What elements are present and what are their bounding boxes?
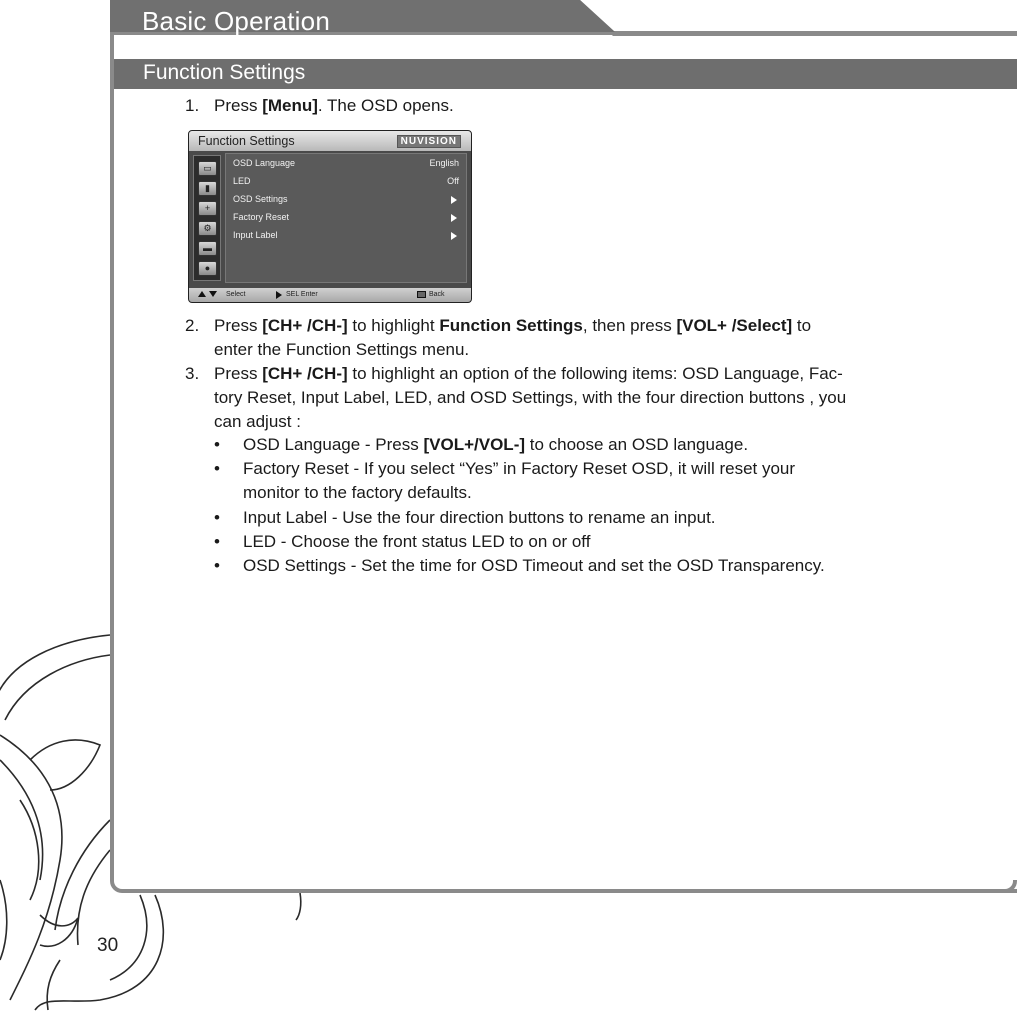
arrow-up-icon: [198, 291, 206, 297]
step-text: Press [CH+ /CH-] to highlight an option of the following items: OSD Language, Fac- tory Reset, Input Label, LED, and OSD Settings, with the four direction buttons , you can adjust :: [214, 364, 847, 431]
page-frame-corner: [950, 880, 1017, 893]
step-text: Press [Menu]. The OSD opens.: [214, 96, 454, 115]
osd-enter-label: SEL Enter: [286, 291, 318, 298]
osd-footer: [189, 288, 471, 302]
step-2: [185, 314, 975, 362]
clock-icon: +: [198, 201, 217, 216]
osd-row-language: OSD Language English: [233, 158, 459, 168]
bullet-input-label: • Input Label - Use the four direction buttons to rename an input.: [214, 508, 716, 527]
gear-icon: ⚙: [198, 221, 217, 236]
back-icon: [417, 291, 426, 298]
chapter-title: Basic Operation: [142, 6, 330, 36]
bullet-factory-reset: • Factory Reset - If you select “Yes” in Factory Reset OSD, it will reset your monitor to the factory defaults.: [214, 459, 796, 502]
chapter-header: [110, 0, 1017, 45]
osd-screenshot: [188, 130, 472, 303]
osd-menu-icons: [193, 155, 221, 281]
bullet-osd-language: • OSD Language - Press [VOL+/VOL-] to choose an OSD language.: [214, 435, 749, 454]
arrow-down-icon: [209, 291, 217, 297]
arrow-right-icon: [451, 232, 457, 240]
step-1: [185, 94, 965, 118]
step-3: [185, 362, 975, 434]
equalizer-icon: ▮: [198, 181, 217, 196]
arrow-right-icon: [451, 196, 457, 204]
arrow-right-icon: [451, 214, 457, 222]
osd-row-factory-reset: Factory Reset: [233, 211, 459, 225]
osd-row-osd-settings: OSD Settings: [233, 193, 459, 207]
tv-icon: ▭: [198, 161, 217, 176]
step-number: 1.: [185, 96, 200, 115]
osd-title: Function Settings: [198, 134, 295, 148]
bullet-osd-settings: • OSD Settings - Set the time for OSD Timeout and set the OSD Transparency.: [214, 556, 825, 575]
osd-back-label: Back: [429, 291, 445, 298]
step-text: Press [CH+ /CH-] to highlight Function Settings, then press [VOL+ /Select] to enter the Function Settings menu.: [214, 316, 812, 359]
step-number: 3.: [185, 364, 200, 383]
osd-row-input-label: Input Label: [233, 229, 459, 243]
section-title: Function Settings: [143, 61, 306, 84]
step-number: 2.: [185, 316, 200, 335]
section-header: [114, 59, 1017, 89]
osd-row-led: LED Off: [233, 176, 459, 186]
osd-title-bar: [189, 131, 471, 151]
arrow-right-icon: [276, 291, 282, 299]
brand-logo: NUVISION: [397, 135, 461, 148]
lock-icon: ▬: [198, 241, 217, 256]
page-number: 30: [97, 935, 119, 956]
bullet-led: • LED - Choose the front status LED to on or off: [214, 532, 591, 551]
osd-menu-panel: [225, 153, 467, 283]
function-icon: ●: [198, 261, 217, 276]
osd-select-label: Select: [226, 291, 246, 298]
